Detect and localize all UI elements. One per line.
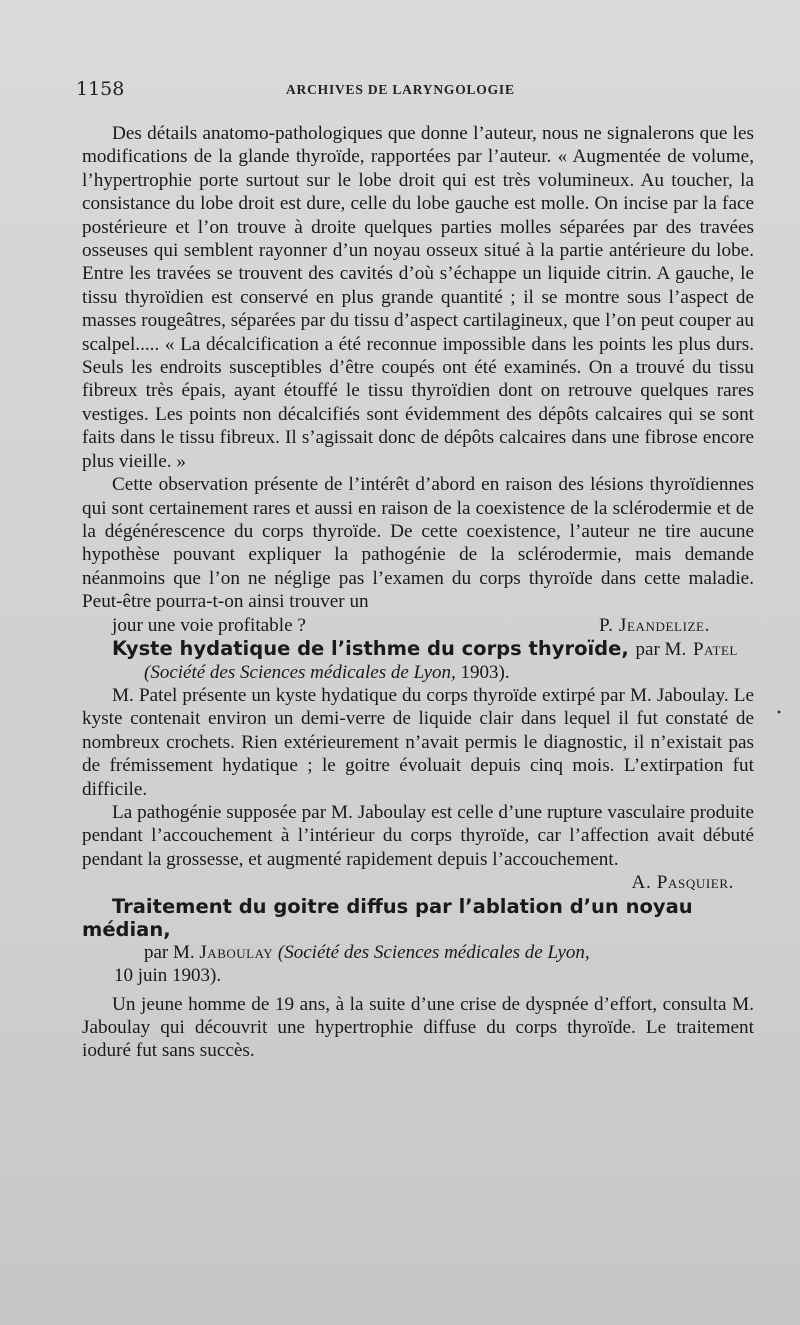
article3-source: (Société des Sciences médicales de Lyon, xyxy=(277,941,590,963)
article2-author: Patel xyxy=(693,638,738,660)
article3-by: par M. xyxy=(144,941,195,963)
article2-title: Kyste hydatique de l’isthme du corps thyroïde, xyxy=(112,636,629,660)
article3-heading-continuation xyxy=(82,941,754,987)
article2-signature: A. Pasquier. xyxy=(631,872,734,894)
running-title: ARCHIVES DE LARYNGOLOGIE xyxy=(286,82,515,97)
article1-closing-line xyxy=(82,614,754,637)
article2-heading xyxy=(82,637,754,661)
article2-paragraph1: M. Patel présente un kyste hydatique du corps thyroïde extirpé par M. Jaboulay. Le kyste contenait environ un demi-verre de liquide clair dans lequel il fut constaté de nombreux crochets. Rien extérieurement n’avait permis le diagnostic, il n’existait pas de frémissement hydatique ; le goitre évoluait depuis cinq mois. L’extirpation fut difficile. xyxy=(82,684,754,800)
article2-by: par M. xyxy=(635,638,687,660)
body-text xyxy=(82,122,754,1063)
article3-date: 10 juin 1903). xyxy=(114,964,222,986)
article1-paragraph2 xyxy=(82,473,754,613)
article1-signature: P. Jeandelize. xyxy=(599,614,710,636)
article2-source: (Société des Sciences médicales de Lyon, xyxy=(144,661,456,683)
article2-paragraph2: La pathogénie supposée par M. Jaboulay est celle d’une rupture vasculaire produite pendant l’accouchement à l’intérieur du corps thyroïde, car l’affection avait débuté pendant la grossesse, et augmenté rapidement depuis l’accouchement. xyxy=(82,801,754,870)
margin-dot: • xyxy=(776,708,782,719)
article2-source-line xyxy=(82,661,754,684)
page-number: 1158 xyxy=(76,78,125,100)
article1-paragraph1: Des détails anatomo-pathologiques que donne l’auteur, nous ne signalerons que les modifications de la glande thyroïde, rapportées par l’auteur. « Augmentée de volume, l’hypertrophie porte surtout sur le lobe droit qui est très volumineux. Au toucher, la consistance du lobe droit est dure, celle du lobe gauche est molle. On incise par la face postérieure et l’on trouve à droite quelques parties molles séparées par des travées osseuses qui semblent rayonner d’un noyau osseux situé à la partie antérieure du lobe. Entre les travées se trouvent des cavités d’où s’échappe un liquide citrin. A gauche, le tissu thyroïdien est conservé en plus grande quantité ; il se montre sous l’aspect de masses rougeâtres, séparées par du tissu d’aspect cartilagineux, que l’on peut couper au scalpel..... « La décalcification a été reconnue impossible dans les points les plus durs. Seuls les endroits susceptibles d’être coupés ont été examinés. On a trouvé du tissu fibreux très épais, ayant étouffé le tissu thyroïdien dont on retrouve quelques rares vestiges. Les points non décalcifiés sont évidemment des dépôts calcaires qui se sont faits dans le tissu fibreux. Il s’agissait donc de dépôts calcaires dans une fibrose encore plus vieille. » xyxy=(82,123,754,472)
article1-last-line: jour une voie profitable ? xyxy=(112,614,306,636)
article2-date: 1903). xyxy=(460,661,510,683)
article1-paragraph2-text: Cette observation présente de l’intérêt d’abord en raison des lésions thyroïdiennes qui sont certainement rares et aussi en raison de la coexistence de la sclérodermie et de la dégénérescence du corps thyroïde. De cette coexistence, l’auteur ne tire aucune hypothèse pouvant expliquer la pathogénie de la sclérodermie, mais demande néanmoins que l’on ne néglige pas l’examen du corps thyroïde dans cette maladie. Peut-être pourra-t-on ainsi trouver un xyxy=(82,474,754,613)
article3-title: Traitement du goitre diffus par l’ablation d’un noyau médian, xyxy=(82,894,693,941)
article3-heading xyxy=(82,895,754,987)
article3-author: Jaboulay xyxy=(199,941,274,963)
page-header xyxy=(76,78,766,102)
article3-paragraph1: Un jeune homme de 19 ans, à la suite d’une crise de dyspnée d’effort, consulta M. Jaboulay qui découvrit une hypertrophie diffuse du corps thyroïde. Le traitement ioduré fut sans succès. xyxy=(82,993,754,1062)
